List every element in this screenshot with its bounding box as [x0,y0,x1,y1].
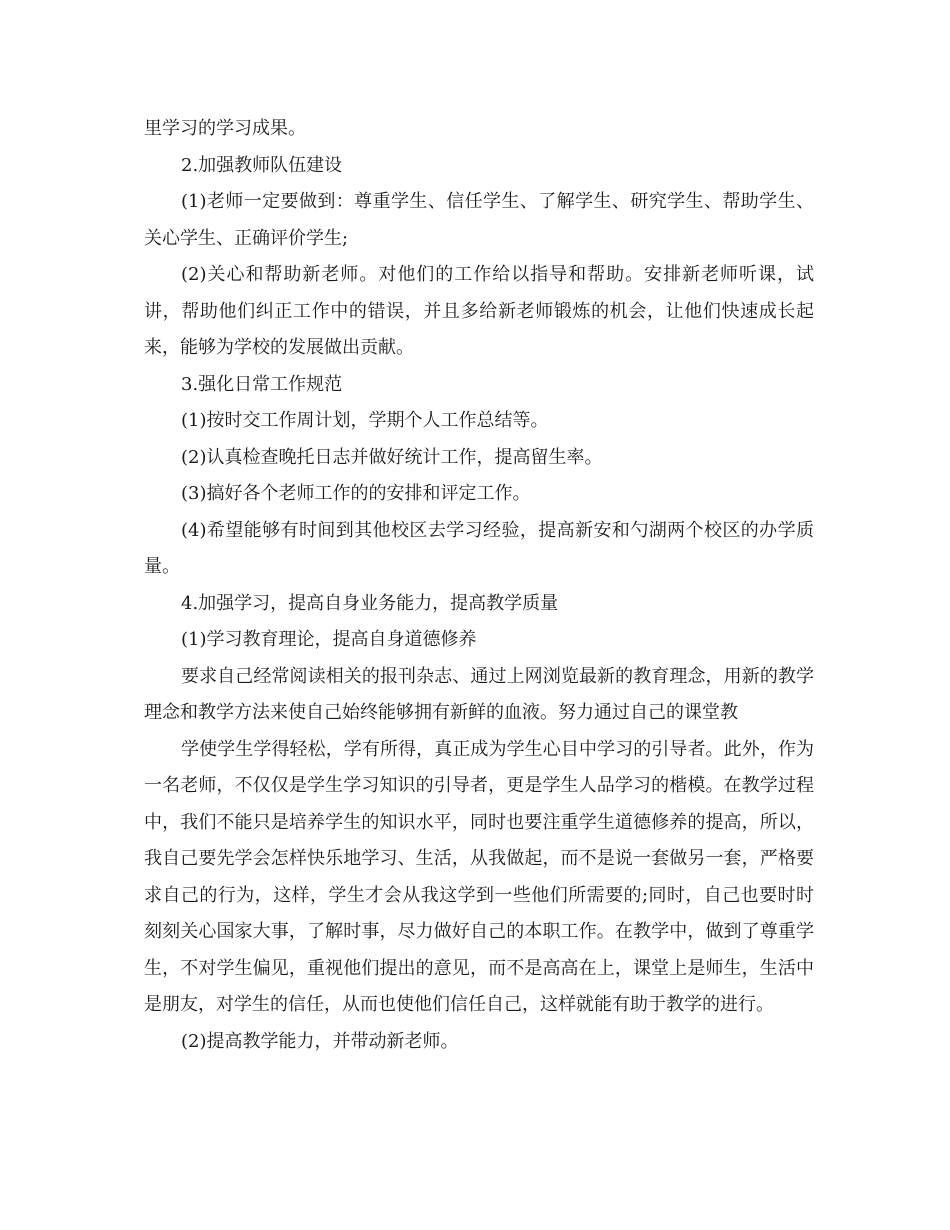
list-item-other-campus: (4)希望能够有时间到其他校区去学习经验，提高新安和勺湖两个校区的办学质量。 [144,519,814,577]
list-item-weekly-plan: (1)按时交工作周计划，学期个人工作总结等。 [181,410,549,431]
paragraph-continuation: 里学习的学习成果。 [144,118,306,139]
paragraph-help-new-teachers: (2)关心和帮助新老师。对他们的工作给以指导和帮助。安排新老师听课，试讲，帮助他们纠正工作中的错误，并且多给新老师锻炼的机会，让他们快速成长起来，能够为学校的发展做出贡献。 [144,264,814,358]
list-item-check-log: (2)认真检查晚托日志并做好统计工作，提高留生率。 [181,446,603,468]
section-heading-strengthen-learning: 4.加强学习，提高自身业务能力，提高教学质量 [181,592,559,614]
paragraph-role-model: 学使学生学得轻松，学有所得，真正成为学生心目中学习的引导者。此外，作为一名老师，不仅仅是学生学习知识的引导者，更是学生人品学习的楷模。在教学过程中，我们不能只是培养学生的知识水平，同时也要注重学生道德修养的提高，所以，我自己要先学会怎样快乐地学习、生活，从我做起，而不是说一套做另一套，严格要求自己的行为，这样，学生才会从我这学到一些他们所需要的;同时，自己也要时时刻刻关心国家大事，了解时事，尽力做好自己的本职工作。在教学中，做到了尊重学生，不对学生偏见，重视他们提出的意见，而不是高高在上，课堂上是师生，生活中是朋友，对学生的信任，从而也使他们信任自己，这样就能有助于教学的进行。 [144,738,814,1015]
section-heading-teacher-team: 2.加强教师队伍建设 [181,154,343,176]
list-item-education-theory: (1)学习教育理论，提高自身道德修养 [181,629,477,650]
document-body [144,111,814,1060]
section-heading-work-norms: 3.强化日常工作规范 [181,373,343,395]
list-item-teaching-ability: (2)提高教学能力，并带动新老师。 [181,1030,459,1052]
paragraph-respect-students: (1)老师一定要做到：尊重学生、信任学生、了解学生、研究学生、帮助学生、关心学生、正确评价学生; [144,191,814,249]
list-item-arrangement: (3)搞好各个老师工作的的安排和评定工作。 [181,483,531,504]
paragraph-read-journals: 要求自己经常阅读相关的报刊杂志、通过上网浏览最新的教育理念，用新的教学理念和教学方法来使自己始终能够拥有新鲜的血液。努力通过自己的课堂教 [144,665,814,723]
